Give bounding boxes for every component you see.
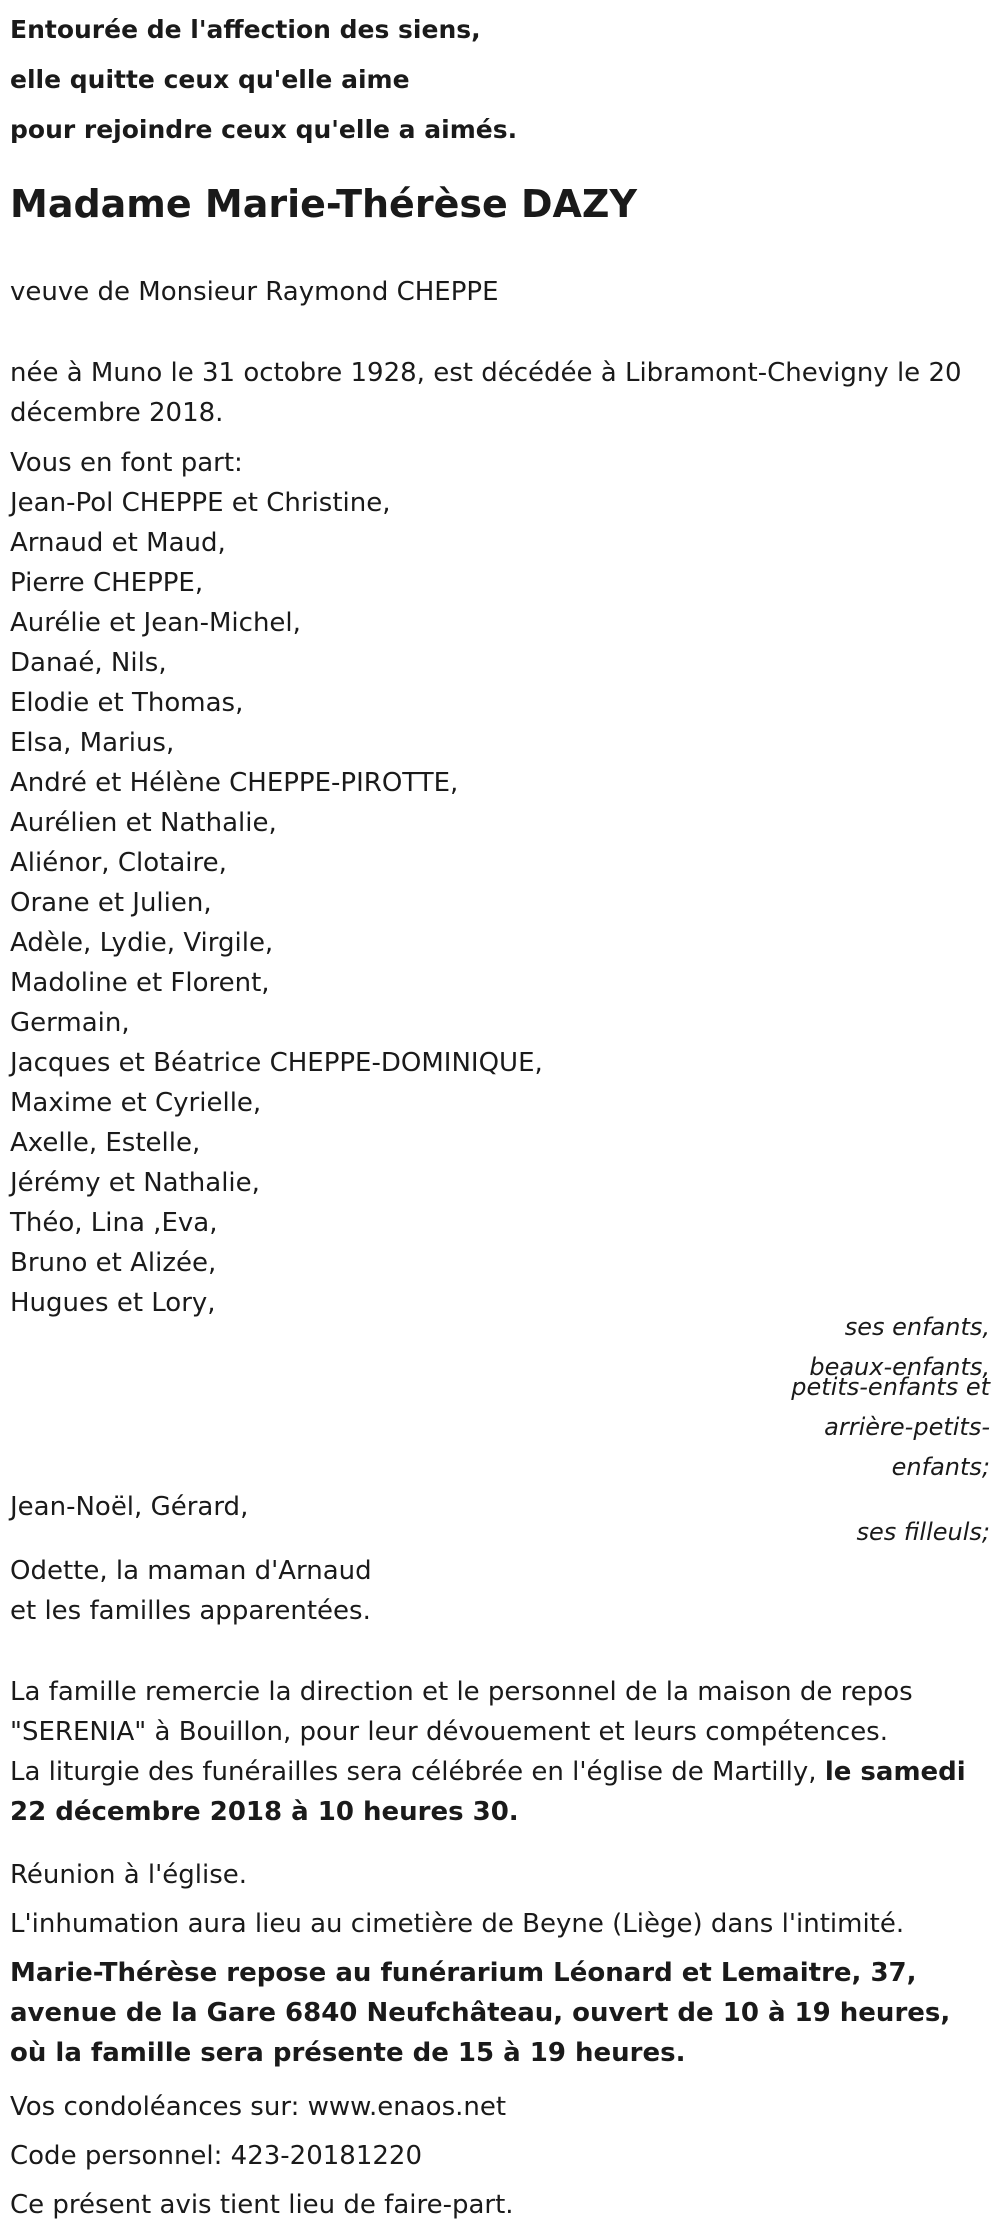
widow-line: veuve de Monsieur Raymond CHEPPE: [10, 277, 499, 307]
epigraph: [10, 5, 990, 155]
list-item: Adèle, Lydie, Virgile,: [10, 928, 274, 958]
list-item: Axelle, Estelle,: [10, 1128, 201, 1158]
list-item: André et Hélène CHEPPE-PIROTTE,: [10, 768, 459, 798]
list-item: Pierre CHEPPE,: [10, 568, 204, 598]
list-item: Jacques et Béatrice CHEPPE-DOMINIQUE,: [10, 1048, 543, 1078]
list-item: Odette, la maman d'Arnaud: [10, 1556, 372, 1586]
relation-godchildren: ses filleuls;: [856, 1518, 990, 1546]
other-relatives: [10, 1551, 372, 1631]
list-item: Madoline et Florent,: [10, 968, 270, 998]
meeting-line: Réunion à l'église.: [10, 1860, 248, 1890]
list-item: Jean-Pol CHEPPE et Christine,: [10, 488, 391, 518]
liturgy-paragraph: [10, 1752, 985, 1832]
burial-line: L'inhumation aura lieu au cimetière de Beyne (Liège) dans l'intimité.: [10, 1909, 905, 1939]
list-item: Aliénor, Clotaire,: [10, 848, 227, 878]
godchildren-names: Jean-Noël, Gérard,: [10, 1492, 249, 1522]
epigraph-line: pour rejoindre ceux qu'elle a aimés.: [10, 115, 518, 144]
list-item: et les familles apparentées.: [10, 1596, 371, 1626]
list-item: Danaé, Nils,: [10, 648, 167, 678]
epigraph-line: elle quitte ceux qu'elle aime: [10, 65, 410, 94]
epigraph-line: Entourée de l'affection des siens,: [10, 15, 481, 44]
repose-paragraph: Marie-Thérèse repose au funérarium Léonard et Lemaitre, 37, avenue de la Gare 6840 Neufchâteau, ouvert de 10 à 19 heures, où la famille sera présente de 15 à 19 heures.: [10, 1958, 951, 2068]
relation-children: ses enfants, beaux-enfants,: [809, 1313, 990, 1381]
condolences-line: Vos condoléances sur: www.enaos.net: [10, 2092, 507, 2122]
relation-grandchildren: petits-enfants et arrière-petits-enfants;: [791, 1373, 990, 1481]
liturgy-date: le samedi 22 décembre 2018 à 10 heures 30.: [10, 1757, 966, 1827]
list-item: Bruno et Alizée,: [10, 1248, 217, 1278]
deceased-name: Madame Marie-Thérèse DAZY: [10, 182, 637, 226]
list-item: Germain,: [10, 1008, 130, 1038]
list-item: Aurélie et Jean-Michel,: [10, 608, 301, 638]
list-item: Jérémy et Nathalie,: [10, 1168, 260, 1198]
list-item: Théo, Lina ,Eva,: [10, 1208, 218, 1238]
thanks-paragraph: La famille remercie la direction et le personnel de la maison de repos "SERENIA" à Bouillon, pour leur dévouement et leurs compétences.: [10, 1677, 913, 1747]
list-item: Elodie et Thomas,: [10, 688, 244, 718]
list-item: Hugues et Lory,: [10, 1288, 216, 1318]
list-item: Maxime et Cyrielle,: [10, 1088, 262, 1118]
final-note: Ce présent avis tient lieu de faire-part.: [10, 2190, 514, 2220]
list-item: Elsa, Marius,: [10, 728, 175, 758]
list-item: Aurélien et Nathalie,: [10, 808, 277, 838]
birth-death-line: née à Muno le 31 octobre 1928, est décédée à Libramont-Chevigny le 20 décembre 2018.: [10, 358, 962, 428]
family-list: [10, 443, 710, 1323]
liturgy-text: La liturgie des funérailles sera célébrée en l'église de Martilly,: [10, 1757, 817, 1787]
list-item: Orane et Julien,: [10, 888, 212, 918]
list-item: Arnaud et Maud,: [10, 528, 226, 558]
personal-code-line: Code personnel: 423-20181220: [10, 2141, 423, 2171]
family-intro: Vous en font part:: [10, 448, 243, 478]
